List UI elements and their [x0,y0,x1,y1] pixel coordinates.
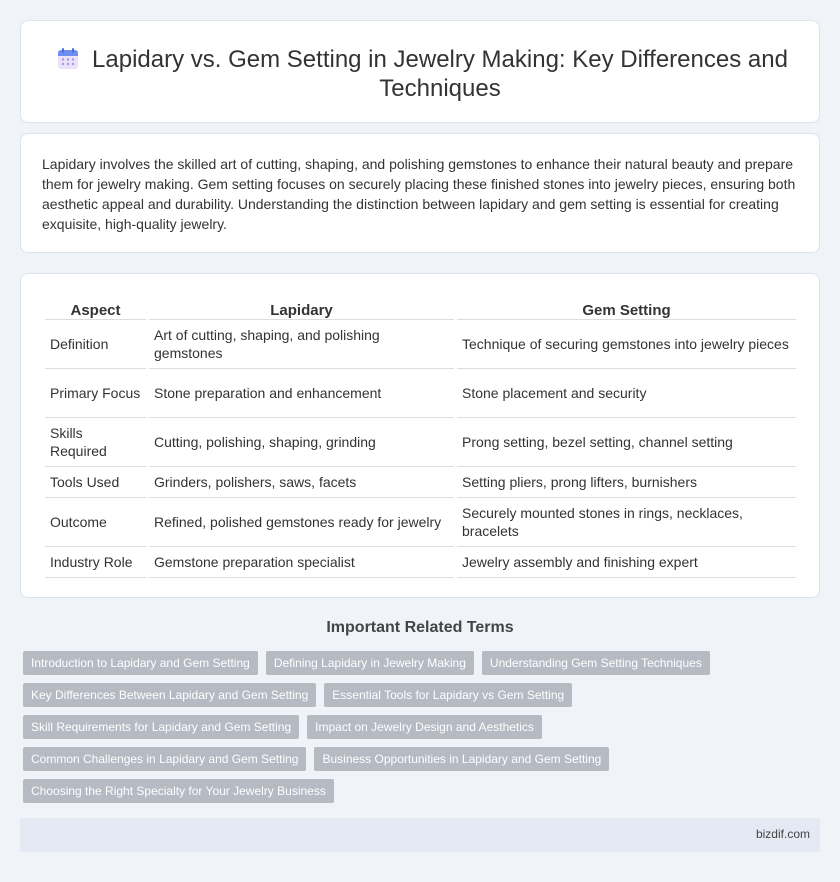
cell-aspect: Definition [45,320,146,369]
table-row [45,369,796,418]
footer-site-link[interactable]: bizdif.com [755,827,810,841]
tag-row [23,651,723,675]
cell-gem-setting: Technique of securing gemstones into jewelry pieces [457,320,796,369]
cell-lapidary: Cutting, polishing, shaping, grinding [149,418,454,467]
comparison-table [42,296,799,578]
cell-gem-setting: Securely mounted stones in rings, necklaces, bracelets [457,498,796,547]
cell-aspect: Outcome [45,498,146,547]
tag-row [23,779,723,803]
related-term-link[interactable]: Essential Tools for Lapidary vs Gem Setting [324,683,572,707]
title-card [20,20,820,123]
cell-lapidary: Grinders, polishers, saws, facets [149,467,454,498]
related-term-link[interactable]: Understanding Gem Setting Techniques [482,651,710,675]
related-term-link[interactable]: Key Differences Between Lapidary and Gem Setting [23,683,316,707]
cell-aspect: Industry Role [45,547,146,578]
cell-lapidary: Stone preparation and enhancement [149,369,454,418]
related-term-link[interactable]: Impact on Jewelry Design and Aesthetics [307,715,542,739]
related-term-link[interactable]: Business Opportunities in Lapidary and Gem Setting [314,747,609,771]
tag-row [23,747,723,771]
cell-aspect: Primary Focus [45,369,146,418]
intro-paragraph: Lapidary involves the skilled art of cutting, shaping, and polishing gemstones to enhance their natural beauty and prepare them for jewelry making. Gem setting focuses on securely placing these finished stones into jewelry pieces, ensuring both aesthetic appeal and durability. Understanding the distinction between lapidary and gem setting is essential for creating exquisite, high-quality jewelry. [42,156,796,232]
related-term-link[interactable]: Skill Requirements for Lapidary and Gem Setting [23,715,299,739]
comparison-card [20,273,820,598]
table-header-row [45,296,796,320]
related-term-link[interactable]: Common Challenges in Lapidary and Gem Setting [23,747,306,771]
cell-gem-setting: Jewelry assembly and finishing expert [457,547,796,578]
table-row [45,418,796,467]
related-term-link[interactable]: Defining Lapidary in Jewelry Making [266,651,474,675]
intro-card [20,133,820,253]
table-row [45,498,796,547]
cell-gem-setting: Stone placement and security [457,369,796,418]
page-title: Lapidary vs. Gem Setting in Jewelry Making: Key Differences and Techniques [92,46,788,102]
cell-lapidary: Art of cutting, shaping, and polishing gemstones [149,320,454,369]
tag-row [23,715,723,739]
cell-lapidary: Gemstone preparation specialist [149,547,454,578]
table-row [45,320,796,369]
header-aspect: Aspect [45,296,146,320]
header-gem-setting: Gem Setting [457,296,796,320]
cell-lapidary: Refined, polished gemstones ready for jewelry [149,498,454,547]
related-term-link[interactable]: Introduction to Lapidary and Gem Setting [23,651,258,675]
tag-row [23,683,723,707]
cell-aspect: Tools Used [45,467,146,498]
cell-gem-setting: Prong setting, bezel setting, channel setting [457,418,796,467]
cell-aspect: Skills Required [45,418,146,467]
related-terms-list [23,651,723,811]
related-term-link[interactable]: Choosing the Right Specialty for Your Jewelry Business [23,779,334,803]
related-terms-heading: Important Related Terms [326,619,514,636]
table-row [45,547,796,578]
cell-gem-setting: Setting pliers, prong lifters, burnishers [457,467,796,498]
table-row [45,467,796,498]
header-lapidary: Lapidary [149,296,454,320]
footer [20,818,820,852]
